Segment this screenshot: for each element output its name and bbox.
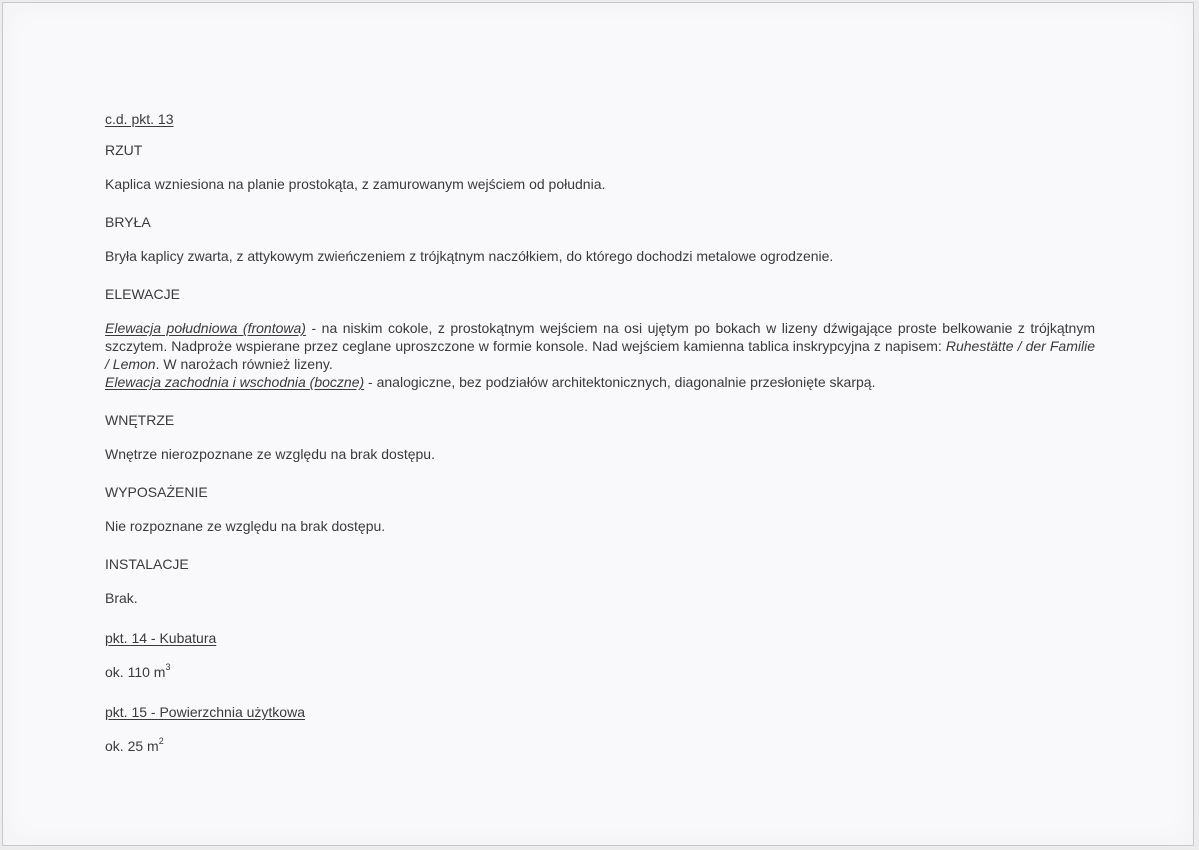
elewacja-south-text-2: . W narożach również lizeny. [155,356,333,372]
kubatura-heading: pkt. 14 - Kubatura [105,630,217,646]
rzut-text: Kaplica wzniesiona na planie prostokąta, z zamurowanym wejściem od południa. [105,176,606,192]
wnetrze-heading: WNĘTRZE [105,412,175,428]
elewacja-south-paragraph [105,319,1095,373]
wyposazenie-heading: WYPOSAŻENIE [105,484,208,500]
kubatura-unit-exponent: 3 [165,662,171,673]
powierzchnia-unit-exponent: 2 [158,736,164,747]
document-body [105,110,1095,755]
instalacje-text: Brak. [105,590,138,606]
powierzchnia-value-line [105,737,1095,755]
elewacje-heading: ELEWACJE [105,286,180,302]
rzut-heading: RZUT [105,142,143,158]
wnetrze-text: Wnętrze nierozpoznane ze względu na brak dostępu. [105,446,435,462]
bryla-text: Bryła kaplicy zwarta, z attykowym zwieńczeniem z trójkątnym naczółkiem, do którego dochodzi metalowe ogrodzenie. [105,248,834,264]
powierzchnia-value: ok. 25 m [105,738,159,754]
wyposazenie-text: Nie rozpoznane ze względu na brak dostępu. [105,518,386,534]
elewacja-side-text: - analogiczne, bez podziałów architektonicznych, diagonalnie przesłonięte skarpą. [364,374,876,390]
powierzchnia-heading: pkt. 15 - Powierzchnia użytkowa [105,704,305,720]
inscription-text: Ruhestätte / der Familie / Lemon [105,338,1095,372]
instalacje-heading: INSTALACJE [105,556,189,572]
elewacja-south-text-1: - na niskim cokole, z prostokątnym wejściem na osi ujętym po bokach w lizeny dźwigające proste belkowanie z trójkątnym szczytem. Nadproże wspierane przez ceglane uproszczone w formie konsole. Nad wejściem kamienna tablica inskrypcyjna z napisem: [105,320,1095,354]
continuation-heading: c.d. pkt. 13 [105,111,174,127]
kubatura-value-line [105,663,1095,681]
document-sheet [2,2,1194,846]
elewacja-side-paragraph [105,373,1095,391]
bryla-heading: BRYŁA [105,214,151,230]
elewacja-south-label: Elewacja południowa (frontowa) [105,320,306,336]
kubatura-value: ok. 110 m [105,664,166,680]
elewacja-side-label: Elewacja zachodnia i wschodnia (boczne) [105,374,365,390]
